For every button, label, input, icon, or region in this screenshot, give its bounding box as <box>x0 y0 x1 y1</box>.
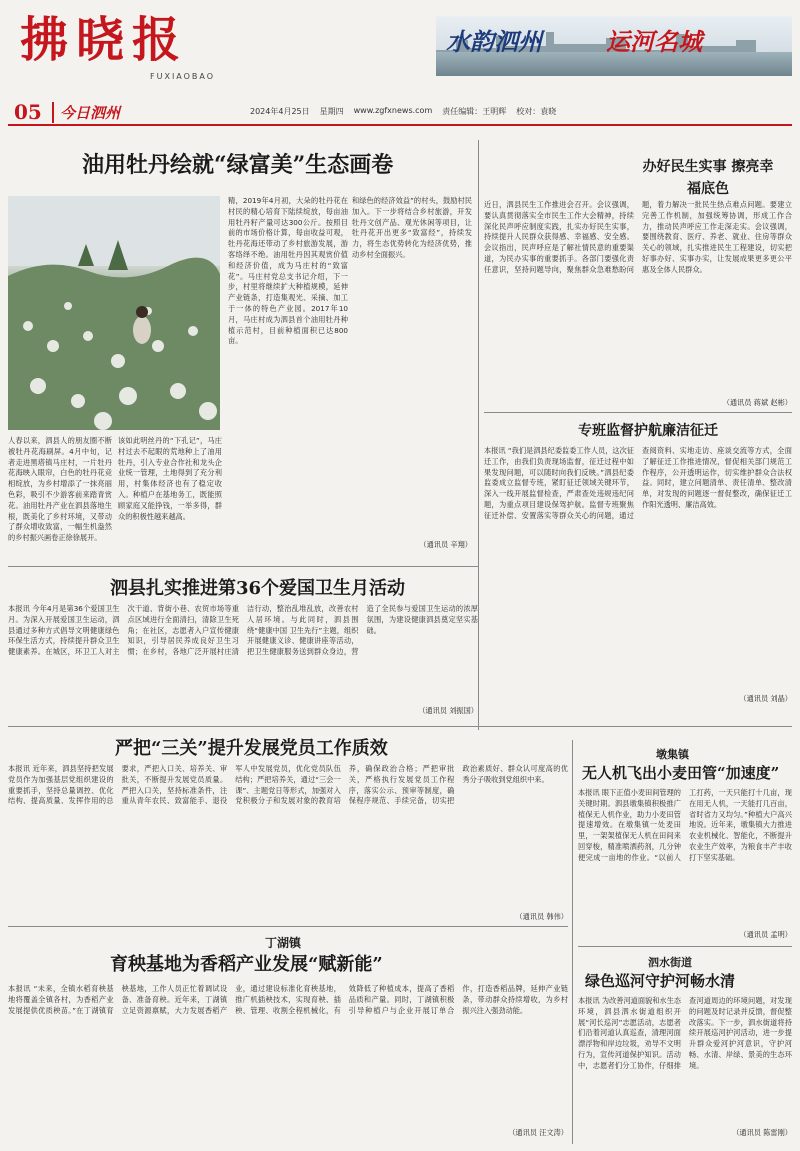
section-divider <box>8 926 568 927</box>
article-credit-seedling: （通讯员 汪文涛） <box>508 1128 568 1137</box>
newspaper-pinyin: FUXIAOBAO <box>150 72 216 81</box>
peony-field-photo <box>8 196 220 430</box>
article-body-peony-col3: 精，2019年4月初，大朵的牡丹花在村民的精心培育下陆续绽放，每亩油用牡丹籽产量可达300公斤。按照目前的市场价格计算，每亩收益可观，牡丹花海还带动了乡村旅游发展，游客络绎不绝。油用牡丹因其观赏价值和经济价值，成为马庄村的“致富花”。马庄村党总支书记介绍，下一步，村里将继续扩大种植规模，延伸产业链条，打造集观光、采摘、加工于一体的特色产业园。2017年10月，马庄村成为泗县首个油用牡丹种植示范村，目前种植面积已达800亩。 <box>228 196 348 346</box>
article-headline-supervision: 专班监督护航廉洁征迁 <box>578 423 718 439</box>
article-body-peony-col2: 该如此明丝丹的“下孔记”，马庄村过去不起眼的荒地种上了油用牡丹，引入专业合作社和龙头企业统一管理，土地得到了充分利用，村集体经济也有了稳定收入。种植户在基地务工，既能照顾家庭又能挣钱，一举多得，群众的积极性越来越高。 <box>118 436 222 521</box>
article-headline-sanitation: 泗县扎实推进第36个爱国卫生月活动 <box>110 578 406 599</box>
article-headline-livelihood: 办好民生实事 擦亮幸福底色 <box>642 159 774 197</box>
article-credit-sanitation: （通讯员 刘振国） <box>418 706 478 715</box>
editor-credit: 责任编辑：王明辉 <box>442 107 507 116</box>
article-kicker-river: 泗水街道 <box>648 956 692 969</box>
article-body-party: 本报讯 近年来，泗县坚持把发展党员作为加强基层党组织建设的重要抓手，坚持总量调控、优化结构、提高质量、发挥作用的总要求，严把入口关、培养关、审批关，不断提升发展党员质量。严把入口关，坚持标准条件，注重从青年农民、致富能手、退役军人中发展党员，优化党员队伍结构；严把培养关，通过“三会一课”、主题党日等形式，加强对入党积极分子和发展对象的教育培养，确保政治合格；严把审批关，严格执行发展党员工作程序，落实公示、预审等制度，确保程序规范、手续完备，切实把政治素质好、群众认可度高的优秀分子吸收到党组织中来。 <box>8 764 568 806</box>
section-divider <box>8 726 792 727</box>
article-credit-peony: （通讯员 辛翔） <box>419 540 472 549</box>
article-body-peony-col4: 和绿色的经济效益”的村头，鼓励村民加入。下一步将结合乡村旅游，开发牡丹文创产品、观光休闲等项目，让牡丹花开出更多“致富经”，持续发力，将生态优势转化为经济优势，推动乡村全面振兴。 <box>352 196 472 259</box>
section-divider <box>578 946 792 947</box>
peony-field-image <box>8 196 220 430</box>
article-body-supervision: 本报讯 “我们是泗县纪委监委工作人员，这次征迁工作，由我们负责现场监督，征迁过程中如果发现问题，可以随时向我们反映。”泗县纪委监委成立监督专班，紧盯征迁领域关键环节，深入一线开展监督检查，严肃查处违规违纪问题，为重点项目建设保驾护航。监督专班聚焦征迁补偿、安置落实等群众关心的问题，通过查阅资料、实地走访、座谈交流等方式，全面了解征迁工作推进情况，督促相关部门规范工作程序，公开透明运作，切实维护群众合法权益。同时，建立问题清单、责任清单、整改清单，对发现的问题逐一督促整改，确保征迁工作阳光透明、廉洁高效。 <box>484 446 792 520</box>
article-headline-peony: 油用牡丹绘就“绿富美”生态画卷 <box>82 152 394 178</box>
article-body-livelihood: 近日，泗县民生工作推进会召开。会议强调，要认真贯彻落实全市民生工作大会精神，持续深化民声呼应制度实践，扎实办好民生实事，持续提升人民群众获得感、幸福感、安全感。会议指出，民声呼应是了解社情民意的重要渠道，为民办实事的重要抓手。各部门要强化责任意识，坚持问题导向，聚焦群众急难愁盼问题，着力解决一批民生热点难点问题。要建立完善工作机制，加强统筹协调，形成工作合力，推动民声呼应工作走深走实。会议强调，要围绕教育、医疗、养老、就业、住房等群众关心的领域，扎实推进民生工程建设，切实把好事办好、实事办实，让发展成果更多更公平惠及全体人民群众。 <box>484 200 792 274</box>
header-divider <box>8 124 792 126</box>
issue-weekday: 星期四 <box>319 107 344 116</box>
article-headline-drone: 无人机飞出小麦田管“加速度” <box>582 764 780 782</box>
article-kicker-seedling: 丁湖镇 <box>265 936 302 950</box>
article-headline-seedling: 育秧基地为香稻产业发展“赋新能” <box>110 954 383 975</box>
article-credit-supervision: （通讯员 刘晶） <box>739 694 792 703</box>
article-body-seedling: 本报讯 “未来，全镇水稻育秧基地将覆盖全镇各村，为香稻产业发展提供优质秧苗。”在丁湖镇育秧基地，工作人员正忙着调试设备、准备育秧。近年来，丁湖镇立足资源禀赋，大力发展香稻产业，通过建设标准化育秧基地，推广机插秧技术，实现育秧、插秧、管理、收割全程机械化，有效降低了种植成本，提高了香稻品质和产量。同时，丁湖镇积极引导种植户与企业开展订单合作，打造香稻品牌，延伸产业链条，带动群众持续增收，为乡村振兴注入强劲动能。 <box>8 984 568 1015</box>
website-link[interactable]: www.zgfxnews.com <box>353 106 433 115</box>
article-credit-drone: （通讯员 孟明） <box>739 930 792 939</box>
page-number: 05 <box>14 100 42 124</box>
article-headline-river: 绿色巡河守护河畅水清 <box>585 972 736 990</box>
section-divider <box>8 566 478 567</box>
article-kicker-drone: 墩集镇 <box>656 748 689 761</box>
article-credit-livelihood: （通讯员 蒋斌 赵彬） <box>722 398 792 407</box>
banner-slogan-right: 运河名城 <box>606 27 702 56</box>
article-credit-river: （通讯员 陈雷刚） <box>732 1128 792 1137</box>
article-headline-party: 严把“三关”提升发展党员工作质效 <box>115 738 388 759</box>
header-banner <box>436 16 792 76</box>
newspaper-logo: 拂晓报 <box>20 12 189 68</box>
article-credit-party: （通讯员 韩伟） <box>515 912 568 921</box>
banner-slogan-left: 水韵泗州 <box>446 27 542 56</box>
article-body-drone: 本报讯 眼下正值小麦田间管理的关键时期。泗县墩集镇积极推广植保无人机作业，助力小麦田管提速增效。在墩集镇一处麦田里，一架架植保无人机在田间来回穿梭，精准喷洒药剂，几分钟便完成一亩地的作业。“以前人工打药，一天只能打十几亩，现在用无人机，一天能打几百亩，省时省力又均匀。”种植大户高兴地说。近年来，墩集镇大力推进农业机械化、智能化，不断提升农业生产效率，为粮食丰产丰收打下坚实基础。 <box>578 788 792 862</box>
section-divider <box>484 412 792 413</box>
proofreader-credit: 校对：袁晓 <box>516 107 557 116</box>
column-divider <box>478 140 479 730</box>
article-body-sanitation: 本报讯 今年4月是第36个爱国卫生月。为深入开展爱国卫生运动，泗县通过多种方式倡导文明健康绿色环保生活方式，持续提升群众卫生健康素养。在城区，环卫工人对主次干道、背街小巷、农贸市场等重点区域进行全面清扫，清除卫生死角；在社区，志愿者入户宣传健康知识，引导居民养成良好卫生习惯；在乡村，各地广泛开展村庄清洁行动，整治乱堆乱放，改善农村人居环境。与此同时，泗县围绕“健康中国 卫生先行”主题，组织开展健康义诊、健康讲座等活动，把卫生健康服务送到群众身边，营造了全民参与爱国卫生运动的浓厚氛围，为建设健康泗县奠定坚实基础。 <box>8 604 478 657</box>
article-body-river: 本报讯 为改善河道面貌和水生态环境，泗县泗水街道组织开展“河长巡河”志愿活动，志愿者们沿着河道认真巡查，清理河面漂浮物和岸边垃圾，劝导不文明行为，宣传河道保护知识。活动中，志愿者们分工协作，仔细排查河道周边的环境问题，对发现的问题及时记录并反馈，督促整改落实。下一步，泗水街道将持续开展巡河护河活动，进一步提升群众爱河护河意识，守护河畅、水清、岸绿、景美的生态环境。 <box>578 996 792 1070</box>
article-body-peony-col1: 人春以来，泗县人的朋友圈不断被牡丹花海刷屏。4月中旬，记者走进黑塔镇马庄村，一片牡丹花海映入眼帘，白色的牡丹花竞相绽放，为乡村增添了一抹亮丽色彩，吸引不少游客前来踏青赏花。油用牡丹产业在泗县落地生根，既美化了乡村环境，又带动了群众增收致富，一幅生机盎然的乡村振兴画卷正徐徐展开。 <box>8 436 112 543</box>
dateline <box>250 106 556 117</box>
section-name: 今日泗州 <box>52 102 120 123</box>
issue-date: 2024年4月25日 <box>250 107 310 116</box>
column-divider <box>572 740 573 1144</box>
